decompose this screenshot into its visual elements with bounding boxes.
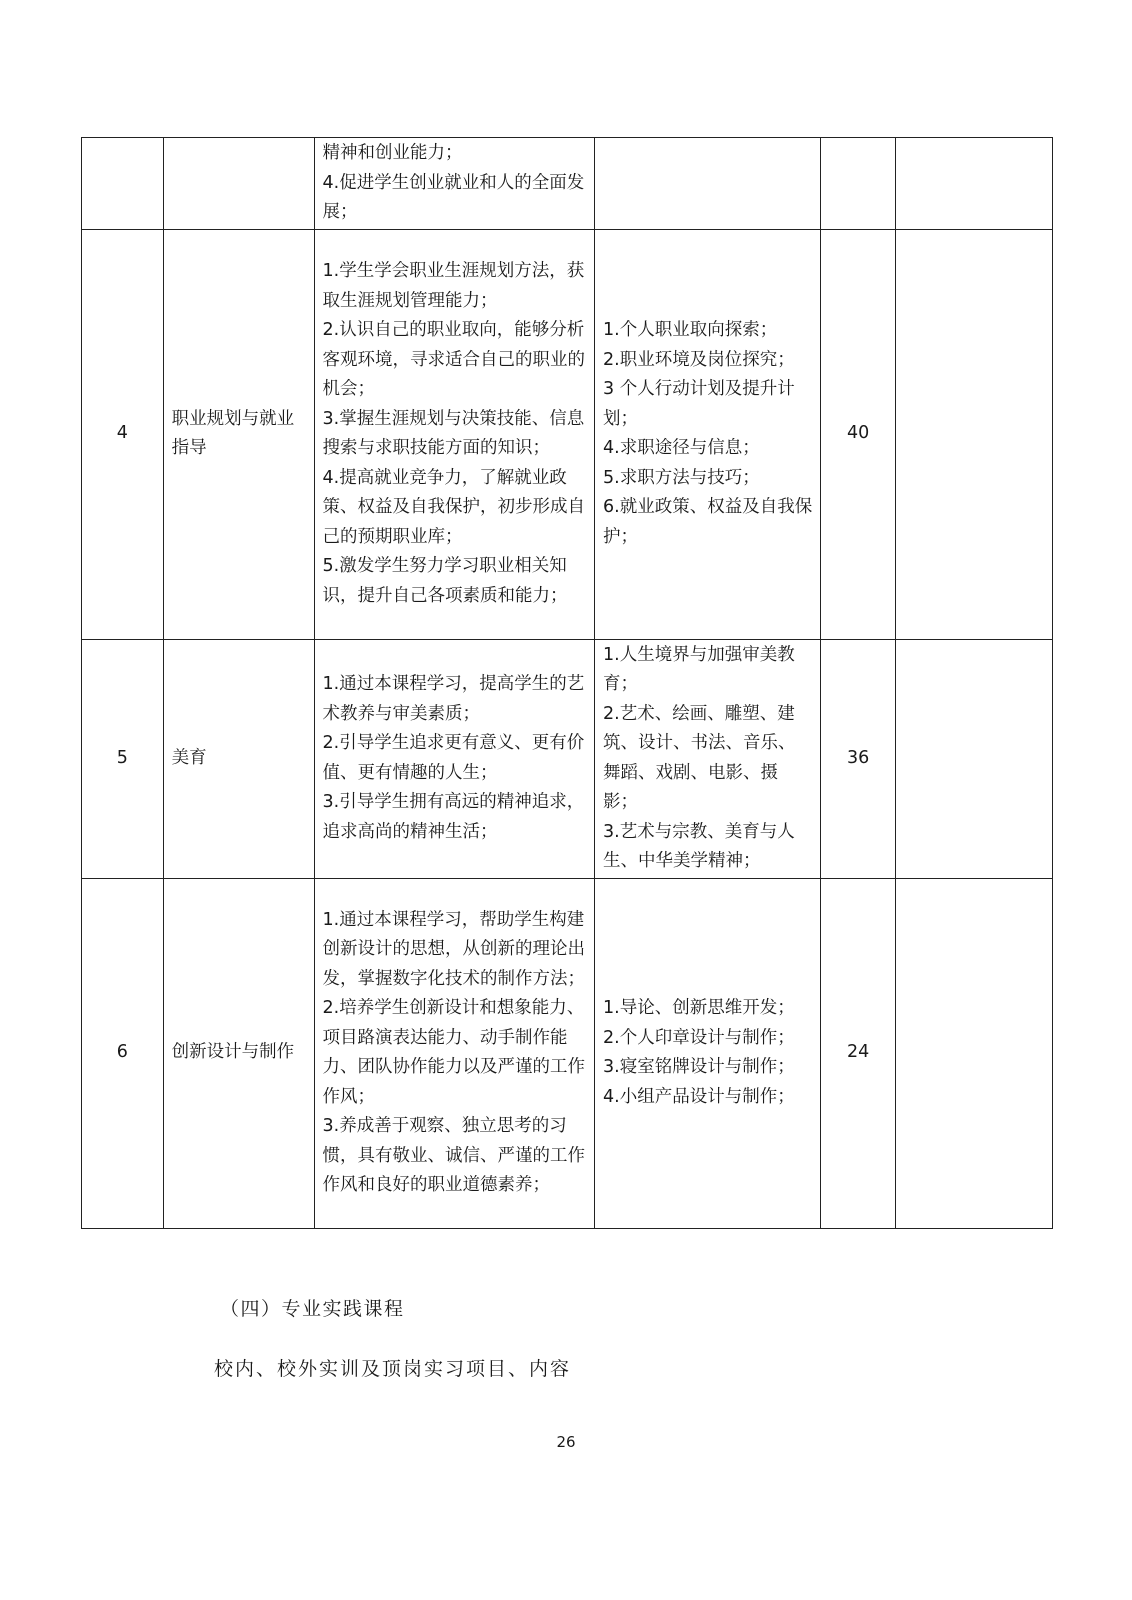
course-remark <box>895 878 1052 1228</box>
content-line: 3 个人行动计划及提升计划； <box>603 379 795 429</box>
objective-line: 4.提高就业竞争力，了解就业政策、权益及自我保护，初步形成自己的预期职业库； <box>322 467 586 547</box>
content-line: 1.人生境界与加强审美教育； <box>603 644 795 694</box>
objective-line: 3.掌握生涯规划与决策技能、信息搜索与求职技能方面的知识； <box>322 408 585 458</box>
course-content <box>595 229 821 639</box>
objective-line: 3.引导学生拥有高远的精神追求，追求高尚的精神生活； <box>322 792 585 842</box>
course-name: 美育 <box>163 639 314 878</box>
content-line: 2.艺术、绘画、雕塑、建筑、设计、书法、音乐、舞蹈、戏剧、电影、摄影； <box>603 703 796 812</box>
course-objectives <box>314 138 594 230</box>
content-line: 2.个人印章设计与制作； <box>603 1027 795 1048</box>
content-line: 4.小组产品设计与制作； <box>603 1086 795 1107</box>
objective-line: 1.通过本课程学习，帮助学生构建创新设计的思想，从创新的理论出发，掌握数字化技术的制作方法； <box>322 909 586 989</box>
content-line: 3.艺术与宗教、美育与人生、中华美学精神； <box>603 821 795 871</box>
objective-line: 2.引导学生追求更有意义、更有价值、更有情趣的人生； <box>322 733 585 783</box>
objective-line: 4.促进学生创业就业和人的全面发展； <box>322 172 585 222</box>
course-content <box>595 639 821 878</box>
content-line: 5.求职方法与技巧； <box>603 467 760 488</box>
course-remark <box>895 138 1052 230</box>
course-objectives <box>314 878 594 1228</box>
content-line: 4.求职途径与信息； <box>603 438 760 458</box>
course-remark <box>895 229 1052 639</box>
course-content <box>595 878 821 1228</box>
content-line: 6.就业政策、权益及自我保护； <box>603 497 813 547</box>
course-name <box>163 138 314 230</box>
objective-line: 3.养成善于观察、独立思考的习惯，具有敬业、诚信、严谨的工作作风和良好的职业道德素养； <box>322 1116 586 1195</box>
table-row <box>82 639 1053 878</box>
course-content <box>595 138 821 230</box>
section-heading: （四）专业实践课程 <box>220 1298 405 1320</box>
objective-line: 1.学生学会职业生涯规划方法，获取生涯规划管理能力； <box>322 261 585 311</box>
course-hours: 24 <box>821 878 895 1228</box>
table-row <box>82 878 1053 1228</box>
content-line: 1.导论、创新思维开发； <box>603 998 795 1018</box>
course-hours: 40 <box>821 229 895 639</box>
row-number: 4 <box>82 229 164 639</box>
course-name: 职业规划与就业指导 <box>163 229 314 639</box>
objective-line: 精神和创业能力； <box>322 143 463 163</box>
row-number: 5 <box>82 639 164 878</box>
course-remark <box>895 639 1052 878</box>
page-number: 26 <box>556 1433 576 1451</box>
content-line: 2.职业环境及岗位探究； <box>603 349 795 370</box>
course-objectives <box>314 639 594 878</box>
course-objectives <box>314 229 594 639</box>
row-number <box>82 138 164 230</box>
section-subheading: 校内、校外实训及顶岗实习项目、内容 <box>214 1358 572 1380</box>
course-hours: 36 <box>821 639 895 878</box>
row-number: 6 <box>82 878 164 1228</box>
objective-line: 2.认识自己的职业取向，能够分析客观环境，寻求适合自己的职业的机会； <box>322 320 586 399</box>
objective-line: 1.通过本课程学习，提高学生的艺术教养与审美素质； <box>322 674 585 724</box>
table-row <box>82 229 1053 639</box>
objective-line: 2.培养学生创新设计和想象能力、项目路演表达能力、动手制作能力、团队协作能力以及严谨的工作作风； <box>322 998 586 1107</box>
table-row <box>82 138 1053 230</box>
content-line: 1.个人职业取向探索； <box>603 320 778 340</box>
objective-line: 5.激发学生努力学习职业相关知识，提升自己各项素质和能力； <box>322 556 568 606</box>
content-line: 3.寝室铭牌设计与制作； <box>603 1057 795 1077</box>
course-hours <box>821 138 895 230</box>
course-name: 创新设计与制作 <box>163 878 314 1228</box>
course-table <box>81 137 1053 1229</box>
